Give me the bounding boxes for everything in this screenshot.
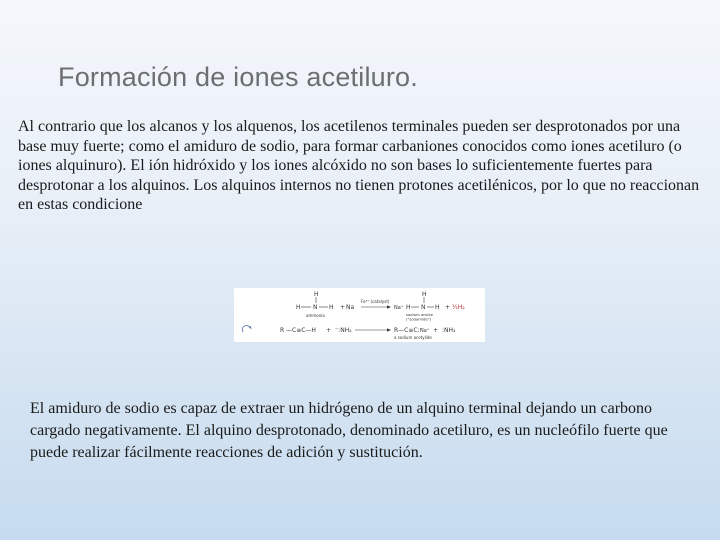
r1-h-top: H — [314, 291, 319, 298]
r2-n: N — [421, 304, 426, 311]
r3-alkyne: —C≡C—H — [286, 327, 316, 334]
r3-product: R—C≡C:⁻ — [394, 327, 423, 334]
r3-plus2: + — [433, 327, 439, 334]
r1-catalyst: Fe³⁺ (catalyst) — [361, 299, 390, 304]
r2-h-left: H — [406, 304, 411, 311]
r1-arrow-head — [387, 305, 391, 308]
r3-r: R — [280, 327, 285, 334]
r1-h-left: H — [296, 304, 301, 311]
r3-amide: ⁻:NH₂ — [335, 327, 352, 334]
reaction-figure — [234, 288, 485, 342]
r2-product-label1: sodium amide — [406, 312, 433, 317]
r2-h-right: H — [435, 304, 440, 311]
r3-plus: + — [326, 327, 332, 334]
r1-na: Na — [346, 304, 355, 311]
r1-h-right: H — [329, 304, 334, 311]
sodium-amide-paragraph: El amiduro de sodio es capaz de extraer un hidrógeno de un alquino terminal dejando un carbono cargado negativamente. El alquino desprotonado, denominado acetiluro, es un nucleófilo fuerte que puede realizar fácilmente reacciones de adición y sustitución. — [30, 400, 668, 461]
curved-arrow-icon — [242, 325, 250, 332]
slide-title: Formación de iones acetiluro. — [58, 62, 418, 92]
r1-plus: + — [340, 304, 346, 311]
r3-arrow-head — [387, 328, 391, 331]
r1-reactant-label: ammonia — [306, 313, 325, 318]
r2-plus: + — [445, 304, 451, 311]
r2-h2: ½H₂ — [452, 304, 465, 311]
r2-product-label2: ("sodamide") — [406, 316, 431, 322]
r2-h-top: H — [422, 291, 427, 298]
r1-n: N — [313, 304, 318, 311]
r3-nh3: :NH₃ — [442, 327, 456, 334]
r2-na-plus: Na⁺ — [394, 305, 404, 311]
r3-na: Na⁺ — [420, 328, 430, 334]
r3-product-label: a sodium acetylide — [394, 335, 432, 340]
intro-paragraph: Al contrario que los alcanos y los alquenos, los acetilenos terminales pueden ser desprotonados por una base muy fuerte; como el amiduro de sodio, para formar carbaniones conocidos como iones acetiluro (o iones alquinuro). El ión hidróxido y los iones alcóxido no son bases lo suficientemente fuertes para desprotonar a los alquinos. Los alquinos internos no tienen protones acetilénicos, por lo que no reaccionan en estas condicione — [18, 118, 700, 214]
